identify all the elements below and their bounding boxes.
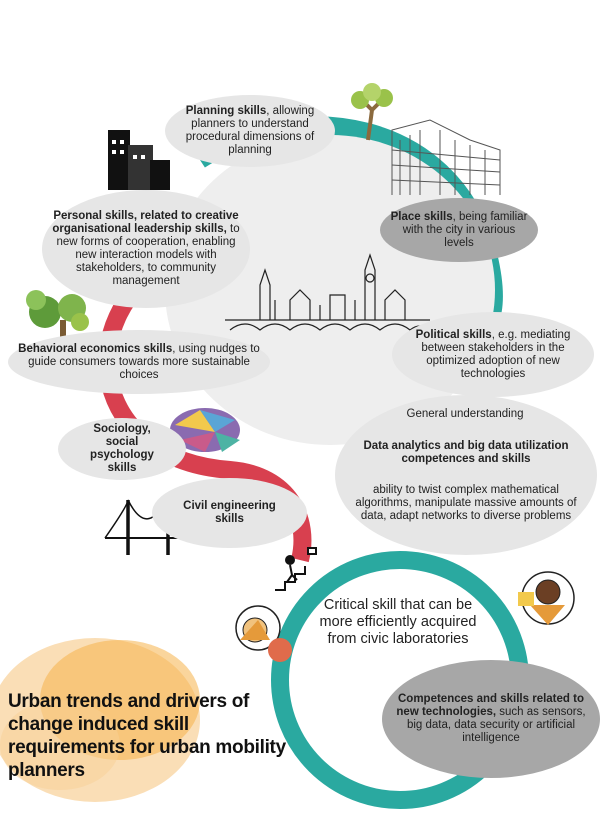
critical-skill-text: Critical skill that can be more efficiently acquired from civic laboratories xyxy=(319,597,477,647)
civil-bold: Civil engineering skills xyxy=(183,500,276,525)
planning-bold: Planning skills xyxy=(185,105,267,117)
page-title: Urban trends and drivers of change induced skill requirements for urban mobility planners xyxy=(8,691,286,781)
planning-skills-bubble xyxy=(165,95,335,167)
sociology-skills-bubble xyxy=(58,418,186,480)
political-text: , e.g. mediating between stakeholders in the optimized adoption of new technologies xyxy=(421,328,571,380)
competences-bubble xyxy=(382,660,600,778)
personal-text: to new forms of cooperation, enabling new interaction models with stakeholders, to community management xyxy=(56,223,240,287)
personal-skills-bubble xyxy=(42,190,250,308)
data-analytics-bold: Data analytics and big data utilization competences and skills xyxy=(363,440,569,465)
competences-text: such as sensors, big data, data security or artificial intelligence xyxy=(406,706,586,744)
behavioral-text: , using nudges to guide consumers towards more sustainable choices xyxy=(28,342,260,381)
political-bold: Political skills xyxy=(415,328,492,341)
political-skills-bubble xyxy=(392,312,594,397)
data-general-understanding: General understanding xyxy=(406,408,524,420)
behavioral-skills-bubble xyxy=(8,330,270,394)
personal-bold: Personal skills, related to creative organisational leadership skills, xyxy=(52,210,239,235)
city-buildings-icon xyxy=(108,130,170,190)
data-analytics-detail: ability to twist complex mathematical algorithms, manipulate massive amounts of data, adapt networks to diverse problems xyxy=(355,484,577,522)
sociology-bold: Sociology, social psychology skills xyxy=(90,423,154,474)
place-skills-bubble xyxy=(380,198,538,262)
planning-text: , allowing planners to understand procedural dimensions of planning xyxy=(185,105,315,156)
people-icon-right xyxy=(518,572,574,625)
competences-bold: Competences and skills related to new technologies, xyxy=(396,693,584,718)
behavioral-bold: Behavioral economics skills xyxy=(18,342,173,355)
place-bold: Place skills xyxy=(390,210,453,223)
place-text: , being familiar with the city in various levels xyxy=(402,210,528,249)
civil-engineering-bubble xyxy=(152,478,307,548)
